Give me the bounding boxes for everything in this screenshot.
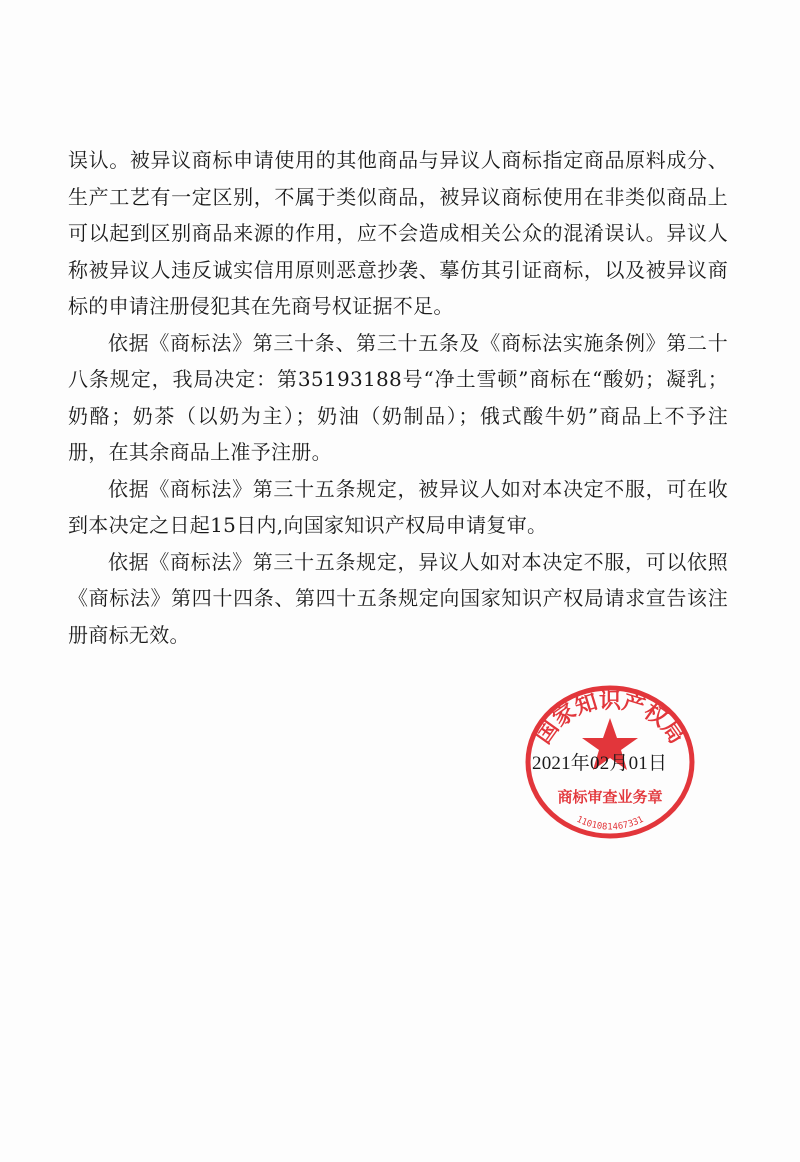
decision-body bbox=[68, 142, 728, 653]
paragraph-3: 依据《商标法》第三十五条规定，被异议人如对本决定不服，可在收到本决定之日起15日内,向国家知识产权局申请复审。 bbox=[68, 476, 728, 537]
paragraph-2: 依据《商标法》第三十条、第三十五条及《商标法实施条例》第二十八条规定，我局决定：第35193188号“净土雪顿”商标在“酸奶；凝乳；奶酪；奶茶（以奶为主）；奶油（奶制品）；俄式酸牛奶”商品上不予注册，在其余商品上准予注册。 bbox=[68, 330, 728, 464]
decision-date: 2021年02月01日 bbox=[532, 753, 668, 774]
paragraph-4: 依据《商标法》第三十五条规定，异议人如对本决定不服，可以依照《商标法》第四十四条、第四十五条规定向国家知识产权局请求宣告该注册商标无效。 bbox=[68, 549, 728, 647]
seal-inner-text: 商标审查业务章 bbox=[557, 788, 663, 806]
paragraph-1: 误认。被异议商标申请使用的其他商品与异议人商标指定商品原料成分、生产工艺有一定区别，不属于类似商品，被异议商标使用在非类似商品上可以起到区别商品来源的作用，应不会造成相关公众的混淆误认。异议人称被异议人违反诚实信用原则恶意抄袭、摹仿其引证商标，以及被异议商标的申请注册侵犯其在先商号权证据不足。 bbox=[68, 148, 728, 318]
seal-arc-text: 国家知识产权局 bbox=[531, 689, 689, 749]
seal-number: 1101081467331 bbox=[574, 814, 646, 833]
